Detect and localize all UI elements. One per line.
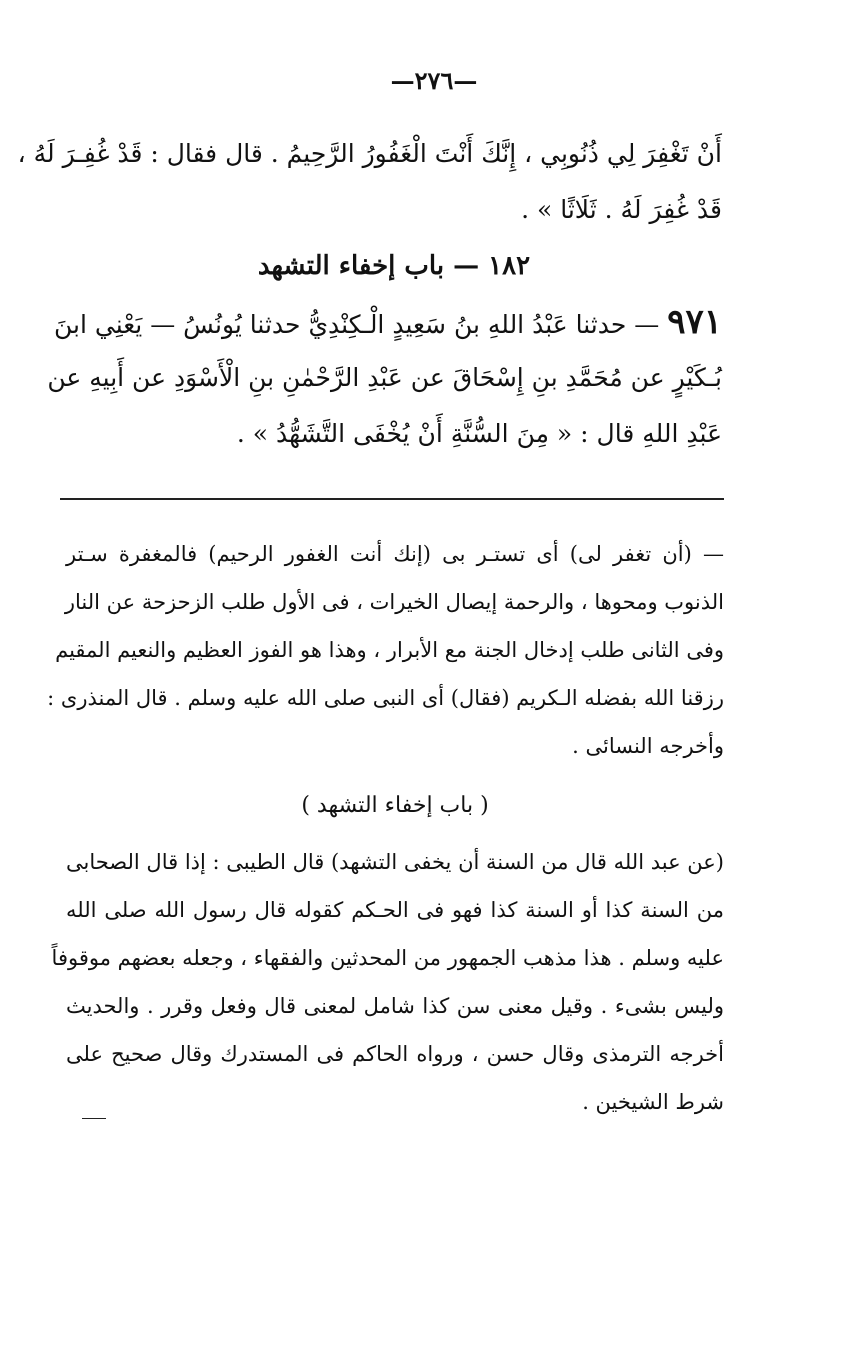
hadith-line-text: — حدثنا عَبْدُ اللهِ بنُ سَعِيدٍ الْـكِنْدِيُّ حدثنا يُونُسُ — يَعْنِي ابنَ [53, 310, 660, 339]
commentary-line: وأخرجه النسائى . [572, 734, 724, 758]
commentary-line: (عن عبد الله قال من السنة أن يخفى التشهد) قال الطيبى : إذا قال الصحابى [66, 850, 724, 874]
commentary [47, 530, 724, 1126]
commentary-line: شرط الشيخين . [582, 1090, 724, 1114]
hadith-number: ٩٧١ [667, 302, 722, 342]
commentary-line: الذنوب ومحوها ، والرحمة إيصال الخيرات ، فى الأول طلب الزحزحة عن النار [64, 590, 724, 614]
commentary-line: من السنة كذا أو السنة كذا فهو فى الحـكم كقوله قال رسول الله صلى الله [66, 898, 724, 922]
main-text-line: أَنْ تَغْفِرَ لِي ذُنُوبِي ، إِنَّكَ أَنْتَ الْغَفُورُ الرَّحِيمُ . قال فقال : قَدْ غُفِـرَ لَهُ ، [17, 139, 722, 168]
commentary-line: وليس بشىء . وقيل معنى سن كذا شامل لمعنى قال وفعل وقرر . والحديث [66, 994, 724, 1018]
hadith-line [53, 294, 722, 350]
chapter-heading: ١٨٢ — باب إخفاء التشهد [257, 251, 531, 281]
page-number: —٢٧٦— [390, 66, 478, 95]
commentary-line: رزقنا الله بفضله الـكريم (فقال) أى النبى صلى الله عليه وسلم . قال المنذرى : [47, 686, 724, 710]
footnote-divider [60, 498, 724, 500]
main-text-line: قَدْ غُفِرَ لَهُ . ثَلَاثًا » . [521, 195, 722, 224]
commentary-heading: ( باب إخفاء التشهد ) [301, 793, 489, 818]
hadith-line: بُـكَيْرٍ عن مُحَمَّدِ بنِ إِسْحَاقَ عن عَبْدِ الرَّحْمٰنِ بنِ الْأَسْوَدِ عن أَبِيهِ عن [47, 363, 722, 392]
end-dash [82, 1118, 106, 1119]
commentary-line: عليه وسلم . هذا مذهب الجمهور من المحدثين والفقهاء ، وجعله بعضهم موقوفاً [51, 946, 724, 970]
hadith-line: عَبْدِ اللهِ قال : « مِنَ السُّنَّةِ أَنْ يُخْفَى التَّشَهُّدُ » . [236, 419, 722, 448]
main-text [17, 126, 722, 462]
commentary-line: — (أن تغفر لى) أى تستـر بى (إنك أنت الغفور الرحيم) فالمغفرة سـتر [66, 542, 724, 566]
commentary-line: وفى الثانى طلب إدخال الجنة مع الأبرار ، وهذا هو الفوز العظيم والنعيم المقيم [55, 638, 724, 662]
commentary-line: أخرجه الترمذى وقال حسن ، ورواه الحاكم فى المستدرك وقال صحيح على [66, 1042, 724, 1066]
